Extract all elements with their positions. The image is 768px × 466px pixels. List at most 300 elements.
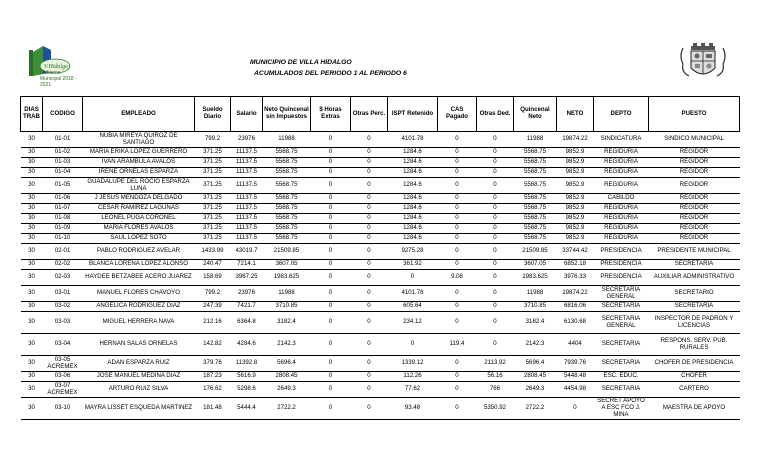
cell-neto: 9852.9 xyxy=(557,158,594,168)
cell-horas-extras: 0 xyxy=(311,178,351,194)
col-header-depto: DEPTO xyxy=(594,97,649,132)
cell-cas-pagado: 0 xyxy=(438,204,477,214)
cell-otras-ded: 0 xyxy=(477,132,514,148)
cell-cas-pagado: 0 xyxy=(438,382,477,398)
report-title-block xyxy=(250,57,580,79)
col-header-codigo: CODIGO xyxy=(43,97,83,132)
cell-salario: 5616.9 xyxy=(231,372,263,382)
col-header-dias-trab: DIAS TRAB xyxy=(21,97,43,132)
cell-salario: 11137.5 xyxy=(231,178,263,194)
table-row xyxy=(21,234,740,244)
cell-empleado: J JESUS MENDOZA DELGADO xyxy=(83,194,195,204)
cell-horas-extras: 0 xyxy=(311,382,351,398)
cell-empleado: MARIA FLORES AVALOS xyxy=(83,224,195,234)
cell-depto: SINDICATURA xyxy=(594,132,649,148)
cell-horas-extras: 0 xyxy=(311,286,351,302)
cell-otras-perc: 0 xyxy=(351,132,388,148)
cell-neto: 9852.9 xyxy=(557,214,594,224)
cell-sueldo-diario: 187.23 xyxy=(195,372,231,382)
table-row xyxy=(21,398,740,420)
cell-empleado: HAYDEE BETZABEE ACERO JUAREZ xyxy=(83,270,195,286)
cell-puesto: REGIDOR xyxy=(649,168,740,178)
cell-dias-trab: 30 xyxy=(21,302,43,312)
cell-puesto: CHOFER DE PRESIDENCIA xyxy=(649,356,740,372)
cell-otras-perc: 0 xyxy=(351,148,388,158)
cell-ispt-retenido: 1284.6 xyxy=(388,168,438,178)
cell-neto-quincenal: 2808.45 xyxy=(263,372,311,382)
cell-otras-ded: 0 xyxy=(477,214,514,224)
cell-otras-perc: 0 xyxy=(351,204,388,214)
cell-salario: 11137.5 xyxy=(231,204,263,214)
cell-neto-quincenal: 5568.75 xyxy=(263,178,311,194)
cell-depto: REGIDURIA xyxy=(594,158,649,168)
cell-puesto: SINDICO MUNICIPAL xyxy=(649,132,740,148)
cell-salario: 11137.5 xyxy=(231,168,263,178)
cell-ispt-retenido: 234.12 xyxy=(388,312,438,334)
cell-horas-extras: 0 xyxy=(311,312,351,334)
cell-otras-ded: 5350.92 xyxy=(477,398,514,420)
cell-salario: 23976 xyxy=(231,286,263,302)
cell-sueldo-diario: 371.25 xyxy=(195,168,231,178)
cell-neto-quincenal: 1983.625 xyxy=(263,270,311,286)
cell-puesto: CHOFER xyxy=(649,372,740,382)
cell-horas-extras: 0 xyxy=(311,148,351,158)
cell-horas-extras: 0 xyxy=(311,214,351,224)
cell-ispt-retenido: 4101.78 xyxy=(388,286,438,302)
cell-sueldo-diario: 158.69 xyxy=(195,270,231,286)
table-header-row xyxy=(21,97,740,132)
cell-sueldo-diario: 142.82 xyxy=(195,334,231,356)
cell-puesto: REGIDOR xyxy=(649,148,740,158)
cell-otras-perc: 0 xyxy=(351,312,388,334)
cell-neto-quincenal: 2649.3 xyxy=(263,382,311,398)
cell-quincenal-neto: 5568.75 xyxy=(514,204,557,214)
cell-salario: 4284.6 xyxy=(231,334,263,356)
cell-quincenal-neto: 3607.05 xyxy=(514,260,557,270)
col-header-salario: Salario xyxy=(231,97,263,132)
table-row xyxy=(21,302,740,312)
cell-sueldo-diario: 1433.99 xyxy=(195,244,231,260)
cell-neto: 9852.9 xyxy=(557,194,594,204)
cell-otras-ded: 766 xyxy=(477,382,514,398)
cell-horas-extras: 0 xyxy=(311,132,351,148)
cell-puesto: REGIDOR xyxy=(649,234,740,244)
cell-empleado: IVAN ARAMBULA AVALOS xyxy=(83,158,195,168)
cell-puesto: REGIDOR xyxy=(649,178,740,194)
cell-quincenal-neto: 21509.85 xyxy=(514,244,557,260)
cell-neto: 9852.9 xyxy=(557,234,594,244)
cell-depto: REGIDURIA xyxy=(594,204,649,214)
cell-codigo: 01-01 xyxy=(43,132,83,148)
cell-dias-trab: 30 xyxy=(21,148,43,158)
cell-sueldo-diario: 371.25 xyxy=(195,194,231,204)
cell-ispt-retenido: 1284.6 xyxy=(388,148,438,158)
cell-codigo: 03-07 ACREMEX xyxy=(43,382,83,398)
cell-dias-trab: 30 xyxy=(21,224,43,234)
cell-cas-pagado: 0 xyxy=(438,194,477,204)
cell-neto: 9852.9 xyxy=(557,148,594,158)
cell-salario: 43019.7 xyxy=(231,244,263,260)
cell-sueldo-diario: 247.39 xyxy=(195,302,231,312)
cell-cas-pagado: 9.08 xyxy=(438,270,477,286)
report-subtitle: ACUMULADOS DEL PERIODO 1 AL PERIODO 6 xyxy=(254,70,407,77)
cell-depto: REGIDURIA xyxy=(594,234,649,244)
cell-depto: REGIDURIA xyxy=(594,214,649,224)
table-row xyxy=(21,334,740,356)
cell-otras-ded: 0 xyxy=(477,178,514,194)
cell-otras-perc: 0 xyxy=(351,302,388,312)
cell-ispt-retenido: 1339.12 xyxy=(388,356,438,372)
cell-quincenal-neto: 5568.75 xyxy=(514,168,557,178)
table-row xyxy=(21,260,740,270)
cell-cas-pagado: 0 xyxy=(438,214,477,224)
cell-cas-pagado: 0 xyxy=(438,244,477,260)
cell-neto-quincenal: 5568.75 xyxy=(263,204,311,214)
cell-otras-ded: 0 xyxy=(477,260,514,270)
cell-quincenal-neto: 5568.75 xyxy=(514,194,557,204)
cell-ispt-retenido: 1284.6 xyxy=(388,204,438,214)
cell-depto: SECRETARIA xyxy=(594,334,649,356)
cell-puesto: REGIDOR xyxy=(649,194,740,204)
cell-dias-trab: 30 xyxy=(21,168,43,178)
cell-dias-trab: 30 xyxy=(21,214,43,224)
cell-otras-perc: 0 xyxy=(351,356,388,372)
cell-neto-quincenal: 5568.75 xyxy=(263,158,311,168)
cell-dias-trab: 30 xyxy=(21,372,43,382)
cell-neto: 9852.9 xyxy=(557,178,594,194)
cell-otras-perc: 0 xyxy=(351,270,388,286)
cell-codigo: 01-02 xyxy=(43,148,83,158)
cell-neto: 19874.22 xyxy=(557,286,594,302)
cell-neto-quincenal: 5568.75 xyxy=(263,234,311,244)
cell-salario: 23976 xyxy=(231,132,263,148)
cell-neto: 5448.48 xyxy=(557,372,594,382)
cell-sueldo-diario: 371.25 xyxy=(195,178,231,194)
cell-salario: 11137.5 xyxy=(231,148,263,158)
cell-ispt-retenido: 0 xyxy=(388,270,438,286)
table-row xyxy=(21,356,740,372)
cell-codigo: 03-06 xyxy=(43,372,83,382)
cell-neto: 9852.9 xyxy=(557,204,594,214)
cell-empleado: BLANCA LORENA LOPEZ ALONSO xyxy=(83,260,195,270)
cell-otras-perc: 0 xyxy=(351,382,388,398)
cell-neto: 4404 xyxy=(557,334,594,356)
table-row xyxy=(21,148,740,158)
cell-cas-pagado: 0 xyxy=(438,302,477,312)
cell-otras-ded: 0 xyxy=(477,286,514,302)
cell-otras-perc: 0 xyxy=(351,372,388,382)
cell-salario: 3967.25 xyxy=(231,270,263,286)
cell-ispt-retenido: 361.92 xyxy=(388,260,438,270)
cell-horas-extras: 0 xyxy=(311,372,351,382)
cell-neto-quincenal: 2722.2 xyxy=(263,398,311,420)
cell-otras-ded: 0 xyxy=(477,148,514,158)
report-title: MUNICIPIO DE VILLA HIDALGO xyxy=(250,59,352,66)
cell-codigo: 01-06 xyxy=(43,194,83,204)
cell-cas-pagado: 0 xyxy=(438,234,477,244)
cell-salario: 11392.8 xyxy=(231,356,263,372)
cell-otras-perc: 0 xyxy=(351,178,388,194)
cell-quincenal-neto: 5568.75 xyxy=(514,234,557,244)
cell-sueldo-diario: 799.2 xyxy=(195,132,231,148)
table-row xyxy=(21,372,740,382)
cell-salario: 11137.5 xyxy=(231,234,263,244)
cell-otras-ded: 0 xyxy=(477,244,514,260)
cell-quincenal-neto: 2808.45 xyxy=(514,372,557,382)
cell-puesto: INSPECTOR DE PADRON Y LICENCIAS xyxy=(649,312,740,334)
cell-codigo: 01-05 xyxy=(43,178,83,194)
cell-otras-perc: 0 xyxy=(351,260,388,270)
cell-depto: PRESIDENCIA xyxy=(594,244,649,260)
cell-otras-ded: 0 xyxy=(477,234,514,244)
cell-ispt-retenido: 1284.6 xyxy=(388,178,438,194)
cell-empleado: SAUL LOPEZ SOTO xyxy=(83,234,195,244)
cell-cas-pagado: 0 xyxy=(438,286,477,302)
cell-horas-extras: 0 xyxy=(311,224,351,234)
cell-otras-perc: 0 xyxy=(351,334,388,356)
cell-codigo: 01-04 xyxy=(43,168,83,178)
payroll-table xyxy=(20,96,740,420)
cell-dias-trab: 30 xyxy=(21,158,43,168)
table-row xyxy=(21,204,740,214)
cell-ispt-retenido: 1284.6 xyxy=(388,214,438,224)
cell-codigo: 01-09 xyxy=(43,224,83,234)
table-row xyxy=(21,132,740,148)
cell-sueldo-diario: 371.25 xyxy=(195,204,231,214)
table-row xyxy=(21,244,740,260)
cell-puesto: SECRETARIA xyxy=(649,302,740,312)
cell-ispt-retenido: 1284.6 xyxy=(388,158,438,168)
cell-dias-trab: 30 xyxy=(21,260,43,270)
cell-quincenal-neto: 1983.625 xyxy=(514,270,557,286)
table-row xyxy=(21,194,740,204)
cell-neto-quincenal: 3710.85 xyxy=(263,302,311,312)
cell-dias-trab: 30 xyxy=(21,334,43,356)
cell-quincenal-neto: 11988 xyxy=(514,286,557,302)
cell-quincenal-neto: 3182.4 xyxy=(514,312,557,334)
cell-dias-trab: 30 xyxy=(21,234,43,244)
col-header-neto: NETO xyxy=(557,97,594,132)
cell-ispt-retenido: 112.26 xyxy=(388,372,438,382)
cell-cas-pagado: 0 xyxy=(438,224,477,234)
cell-codigo: 01-07 xyxy=(43,204,83,214)
cell-otras-perc: 0 xyxy=(351,168,388,178)
cell-neto: 33744.42 xyxy=(557,244,594,260)
cell-otras-ded: 0 xyxy=(477,168,514,178)
cell-neto: 6816.06 xyxy=(557,302,594,312)
cell-horas-extras: 0 xyxy=(311,270,351,286)
cell-codigo: 03-04 xyxy=(43,334,83,356)
cell-horas-extras: 0 xyxy=(311,398,351,420)
cell-dias-trab: 30 xyxy=(21,398,43,420)
table-row xyxy=(21,214,740,224)
col-header-otras-ded: Otras Ded. xyxy=(477,97,514,132)
cell-otras-perc: 0 xyxy=(351,194,388,204)
cell-ispt-retenido: 9275.28 xyxy=(388,244,438,260)
cell-empleado: IRENE ORNELAS ESPARZA xyxy=(83,168,195,178)
cell-salario: 7214.1 xyxy=(231,260,263,270)
cell-empleado: JOSE MANUEL MEDINA DIAZ xyxy=(83,372,195,382)
cell-quincenal-neto: 3710.85 xyxy=(514,302,557,312)
cell-quincenal-neto: 2142.3 xyxy=(514,334,557,356)
cell-neto-quincenal: 5568.75 xyxy=(263,148,311,158)
cell-cas-pagado: 0 xyxy=(438,356,477,372)
cell-otras-perc: 0 xyxy=(351,224,388,234)
table-row xyxy=(21,286,740,302)
cell-puesto: RESPONS. SERV. PUB. RURALES xyxy=(649,334,740,356)
cell-sueldo-diario: 379.76 xyxy=(195,356,231,372)
cell-otras-perc: 0 xyxy=(351,244,388,260)
cell-horas-extras: 0 xyxy=(311,158,351,168)
cell-otras-ded: 0 xyxy=(477,194,514,204)
col-header-neto-quincenal: Neto Quincenal sin Impuestos xyxy=(263,97,311,132)
cell-neto-quincenal: 5568.75 xyxy=(263,194,311,204)
cell-codigo: 03-03 xyxy=(43,312,83,334)
cell-cas-pagado: 0 xyxy=(438,260,477,270)
cell-codigo: 01-08 xyxy=(43,214,83,224)
col-header-otras-perc: Otras Perc. xyxy=(351,97,388,132)
cell-sueldo-diario: 371.25 xyxy=(195,214,231,224)
cell-quincenal-neto: 5568.75 xyxy=(514,148,557,158)
cell-neto: 3976.33 xyxy=(557,270,594,286)
cell-codigo: 03-02 xyxy=(43,302,83,312)
cell-codigo: 03-01 xyxy=(43,286,83,302)
cell-depto: SECRET APOYO A ESC FCO J. MINA xyxy=(594,398,649,420)
cell-puesto: REGIDOR xyxy=(649,204,740,214)
cell-codigo: 03-05 ACREMEX xyxy=(43,356,83,372)
cell-dias-trab: 30 xyxy=(21,356,43,372)
cell-neto-quincenal: 5568.75 xyxy=(263,214,311,224)
cell-horas-extras: 0 xyxy=(311,244,351,260)
cell-otras-ded: 0 xyxy=(477,270,514,286)
cell-salario: 11137.5 xyxy=(231,158,263,168)
cell-otras-ded: 0 xyxy=(477,302,514,312)
coat-of-arms-logo xyxy=(677,42,729,84)
cell-depto: ESC. EDUC. xyxy=(594,372,649,382)
cell-neto-quincenal: 5696.4 xyxy=(263,356,311,372)
cell-codigo: 02-03 xyxy=(43,270,83,286)
cell-quincenal-neto: 5696.4 xyxy=(514,356,557,372)
cell-neto-quincenal: 21509.85 xyxy=(263,244,311,260)
cell-otras-ded: 0 xyxy=(477,312,514,334)
cell-horas-extras: 0 xyxy=(311,334,351,356)
cell-depto: PRESIDENCIA xyxy=(594,270,649,286)
cell-empleado: MARIA ERIKA LOPEZ GUERRERO xyxy=(83,148,195,158)
cell-neto: 6852.18 xyxy=(557,260,594,270)
cell-empleado: MANUEL FLORES CHAVOYO xyxy=(83,286,195,302)
cell-otras-ded: 0 xyxy=(477,158,514,168)
col-header-empleado: EMPLEADO xyxy=(83,97,195,132)
cell-depto: PRESIDENCIA xyxy=(594,260,649,270)
cell-empleado: MIGUEL HERRERA NAVA xyxy=(83,312,195,334)
cell-dias-trab: 30 xyxy=(21,270,43,286)
cell-dias-trab: 30 xyxy=(21,312,43,334)
cell-neto-quincenal: 3607.05 xyxy=(263,260,311,270)
cell-neto-quincenal: 3182.4 xyxy=(263,312,311,334)
cell-salario: 11137.5 xyxy=(231,214,263,224)
cell-horas-extras: 0 xyxy=(311,168,351,178)
cell-neto: 19874.22 xyxy=(557,132,594,148)
col-header-quincenal-neto: Quincenal Neto xyxy=(514,97,557,132)
col-header-cas-pagado: CAS Pagado xyxy=(438,97,477,132)
cell-ispt-retenido: 4101.78 xyxy=(388,132,438,148)
cell-cas-pagado: 0 xyxy=(438,178,477,194)
cell-empleado: ARTURO RUIZ SILVA xyxy=(83,382,195,398)
cell-sueldo-diario: 371.25 xyxy=(195,234,231,244)
cell-sueldo-diario: 371.25 xyxy=(195,148,231,158)
cell-sueldo-diario: 371.25 xyxy=(195,224,231,234)
cell-salario: 11137.5 xyxy=(231,194,263,204)
cell-empleado: LEONEL PUGA CORONEL xyxy=(83,214,195,224)
cell-otras-ded: 0 xyxy=(477,224,514,234)
cell-empleado: ANGELICA RODRIGUEZ DIAZ xyxy=(83,302,195,312)
cell-codigo: 01-10 xyxy=(43,234,83,244)
cell-depto: SECRETARIA xyxy=(594,382,649,398)
cell-neto: 9852.9 xyxy=(557,168,594,178)
col-header-sueldo-diario: Sueldo Diario xyxy=(195,97,231,132)
cell-salario: 11137.5 xyxy=(231,224,263,234)
cell-cas-pagado: 0 xyxy=(438,372,477,382)
cell-puesto: PRESIDENTE MUNICIPAL xyxy=(649,244,740,260)
col-header-horas-extras: $ Horas Extras xyxy=(311,97,351,132)
cell-salario: 5444.4 xyxy=(231,398,263,420)
cell-cas-pagado: 0 xyxy=(438,148,477,158)
table-row xyxy=(21,158,740,168)
cell-sueldo-diario: 181.48 xyxy=(195,398,231,420)
cell-sueldo-diario: 799.2 xyxy=(195,286,231,302)
cell-otras-ded: 0 xyxy=(477,334,514,356)
cell-ispt-retenido: 605.64 xyxy=(388,302,438,312)
cell-neto-quincenal: 5568.75 xyxy=(263,168,311,178)
cell-ispt-retenido: 77.62 xyxy=(388,382,438,398)
table-row xyxy=(21,168,740,178)
cell-codigo: 01-03 xyxy=(43,158,83,168)
cell-empleado: CESAR RAMIREZ LAGUNAS xyxy=(83,204,195,214)
cell-horas-extras: 0 xyxy=(311,260,351,270)
cell-depto: SECRETARIA xyxy=(594,356,649,372)
cell-neto: 7939.76 xyxy=(557,356,594,372)
cell-otras-perc: 0 xyxy=(351,158,388,168)
cell-dias-trab: 30 xyxy=(21,178,43,194)
cell-depto: SECRETARIA GENERAL xyxy=(594,286,649,302)
table-row xyxy=(21,382,740,398)
cell-empleado: GUADALUPE DEL ROCIO ESPARZA LUNA xyxy=(83,178,195,194)
cell-neto-quincenal: 11988 xyxy=(263,286,311,302)
cell-empleado: NUBIA MIREYA QUIROZ DE SANTIAGO xyxy=(83,132,195,148)
cell-salario: 5298.6 xyxy=(231,382,263,398)
cell-codigo: 03-10 xyxy=(43,398,83,420)
cell-neto: 4454.98 xyxy=(557,382,594,398)
table-row xyxy=(21,270,740,286)
cell-cas-pagado: 0 xyxy=(438,398,477,420)
cell-otras-ded: 0 xyxy=(477,204,514,214)
cell-quincenal-neto: 5568.75 xyxy=(514,178,557,194)
cell-empleado: HERNAN SALAS ORNELAS xyxy=(83,334,195,356)
cell-dias-trab: 30 xyxy=(21,194,43,204)
cell-salario: 7421.7 xyxy=(231,302,263,312)
cell-quincenal-neto: 2649.3 xyxy=(514,382,557,398)
cell-otras-ded: 56.16 xyxy=(477,372,514,382)
cell-quincenal-neto: 5568.75 xyxy=(514,214,557,224)
table-row xyxy=(21,178,740,194)
cell-depto: SECRETARIA xyxy=(594,302,649,312)
col-header-puesto: PUESTO xyxy=(649,97,740,132)
cell-sueldo-diario: 371.25 xyxy=(195,158,231,168)
cell-codigo: 02-02 xyxy=(43,260,83,270)
cell-horas-extras: 0 xyxy=(311,204,351,214)
logo-left-caption: Gobierno Municipal 2018 - 2021 xyxy=(40,70,77,88)
cell-neto-quincenal: 5568.75 xyxy=(263,224,311,234)
